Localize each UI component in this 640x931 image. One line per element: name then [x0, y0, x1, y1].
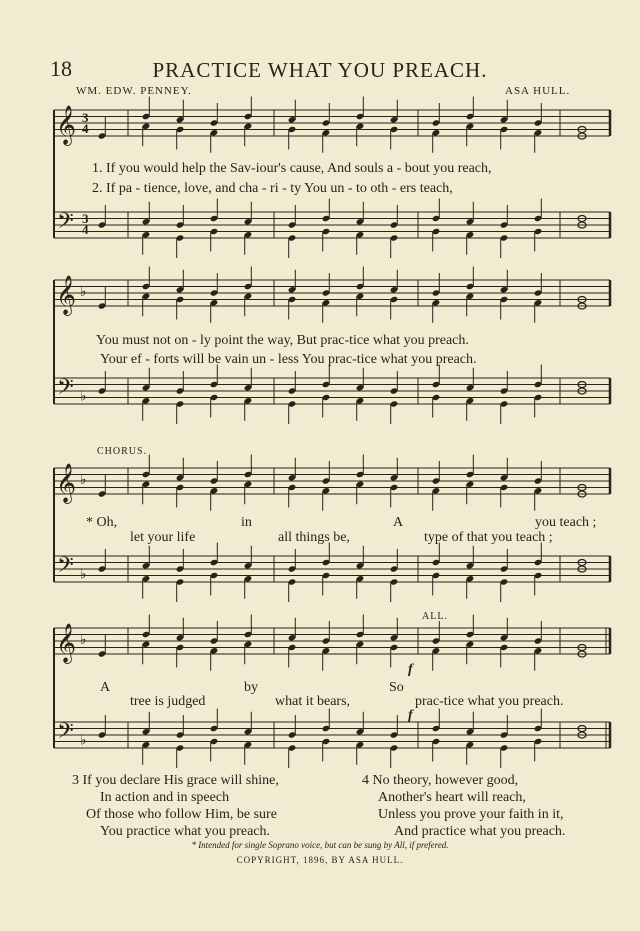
- treble-clef-icon: 𝄞: [56, 105, 77, 145]
- hymn-title: PRACTICE WHAT YOU PREACH.: [152, 58, 488, 82]
- verse-4: [362, 772, 565, 840]
- solo-lyric-oh: * Oh,: [86, 515, 118, 530]
- bass-clef-icon: 𝄢: [57, 553, 74, 583]
- chorus-label: CHORUS.: [97, 446, 148, 457]
- footnote: * Intended for single Soprano voice, but can be sung by All, if prefered.: [191, 840, 449, 850]
- bass-clef-icon: 𝄢: [57, 375, 74, 405]
- page-number: 18: [50, 56, 72, 81]
- verse-3: [72, 772, 279, 840]
- dynamic-forte-bass: f: [408, 708, 413, 723]
- lyric-line-verse2-a: 2. If pa - tience, love, and cha - ri - ty You un - to oth - ers teach,: [92, 181, 453, 196]
- treble-clef-icon: 𝄞: [56, 463, 77, 503]
- flat-key-icon: ♭: [80, 632, 87, 648]
- verse-3-line-3: Of those who follow Him, be sure: [86, 807, 277, 822]
- flat-key-icon: ♭: [80, 472, 87, 488]
- flat-key-icon: ♭: [80, 566, 87, 583]
- flat-key-icon: ♭: [80, 732, 87, 749]
- verse-4-line-1: 4 No theory, however good,: [362, 773, 519, 788]
- flat-key-icon: ♭: [80, 284, 87, 300]
- verse-3-line-2: In action and in speech: [100, 790, 230, 805]
- verse-4-line-4: And practice what you preach.: [394, 824, 566, 839]
- lyricist-credit: WM. EDW. PENNEY.: [76, 85, 192, 97]
- time-signature-bass: 3 4: [82, 211, 89, 237]
- solo-lyric-by: by: [244, 680, 258, 695]
- solo-lyric-a: A: [393, 515, 404, 530]
- choir-lyric-tree-is-judged: tree is judged: [130, 694, 206, 709]
- dynamic-forte-treble: f: [408, 662, 413, 677]
- choir-lyric-type-of-that: type of that you teach ;: [424, 530, 553, 545]
- lyric-line-verse2-b: Your ef - forts will be vain un - less You prac-tice what you preach.: [100, 352, 477, 367]
- solo-lyric-you-teach: you teach ;: [535, 515, 597, 530]
- choir-lyric-what-it-bears: what it bears,: [275, 694, 351, 709]
- solo-lyric-so: So: [389, 680, 404, 695]
- treble-clef-icon: 𝄞: [56, 623, 77, 663]
- time-signature-treble: 3 4: [82, 110, 89, 136]
- verse-3-line-1: 3 If you declare His grace will shine,: [72, 773, 279, 788]
- choir-lyric-all-things-be: all things be,: [278, 530, 350, 545]
- bass-clef-icon: 𝄢: [57, 209, 74, 239]
- verse-3-line-4: You practice what you preach.: [100, 824, 271, 839]
- treble-clef-icon: 𝄞: [56, 275, 77, 315]
- copyright-notice: COPYRIGHT, 1896, BY ASA HULL.: [236, 855, 404, 865]
- verse-4-line-3: Unless you prove your faith in it,: [378, 807, 564, 822]
- composer-credit: ASA HULL.: [505, 85, 571, 97]
- verse-4-line-2: Another's heart will reach,: [378, 790, 526, 805]
- choir-lyric-let-your-life: let your life: [130, 530, 196, 545]
- all-label: ALL.: [422, 611, 448, 622]
- solo-lyric-a-2: A: [100, 680, 111, 695]
- bass-clef-icon: 𝄢: [57, 719, 74, 749]
- lyric-line-verse1-b: You must not on - ly point the way, But prac-tice what you preach.: [96, 333, 469, 348]
- solo-lyric-in: in: [241, 515, 252, 530]
- choir-lyric-practice: prac-tice what you preach.: [415, 694, 564, 709]
- lyric-line-verse1-a: 1. If you would help the Sav-iour's cause, And souls a - bout you reach,: [92, 161, 492, 176]
- flat-key-icon: ♭: [80, 388, 87, 405]
